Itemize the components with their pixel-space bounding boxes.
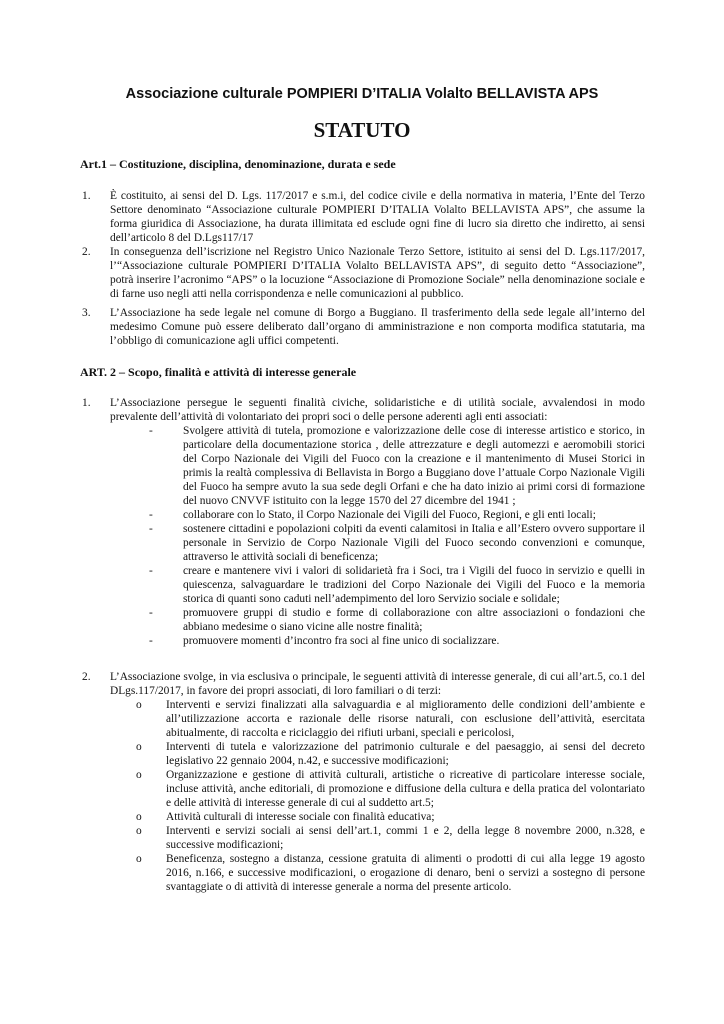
- dash-bullet: -: [149, 635, 153, 647]
- list-item-text: Attività culturali di interesse sociale con finalità educativa;: [166, 811, 435, 823]
- dash-list-item: [149, 606, 645, 634]
- item-number: 2.: [82, 671, 91, 683]
- list-item-text: Svolgere attività di tutela, promozione e valorizzazione delle cose di interesse artistico e storico, in particolare della documentazione storica , delle attrezzature e degli automezzi e aeromobili storici del Corpo Nazionale dei Vigili del Fuoco con la creazione e il mantenimento di Musei Storici in primis la realtà complessiva di Bellavista in Borgo a Buggiano dove l’attuale Corpo Nazionale Vigili del Fuoco ha sempre avuto la sua sede degli Orfani e che ha dato inizio ai primi corsi di formazione del nuovo CNVVF istituito con la legge 1570 del 27 dicembre del 1941 ;: [183, 425, 645, 507]
- dash-list-item: [149, 424, 645, 508]
- item-number: 1.: [82, 397, 91, 409]
- circle-bullet: o: [136, 853, 142, 865]
- item-number: 1.: [82, 190, 91, 202]
- dash-list-item: [149, 634, 645, 648]
- circle-bullet: o: [136, 811, 142, 823]
- article-2-item: [82, 670, 645, 698]
- statute-title: STATUTO: [313, 118, 411, 142]
- circle-list-item: [136, 698, 645, 740]
- item-number: 3.: [82, 307, 91, 319]
- dash-bullet: -: [149, 607, 153, 619]
- list-item-text: Interventi e servizi sociali ai sensi dell’art.1, commi 1 e 2, della legge 8 novembre 2000, n.328, e successive modificazioni;: [166, 825, 645, 851]
- dash-bullet: -: [149, 523, 153, 535]
- article-1-heading: Art.1 – Costituzione, disciplina, denominazione, durata e sede: [80, 157, 396, 171]
- dash-bullet: -: [149, 509, 153, 521]
- list-item-text: Interventi di tutela e valorizzazione del patrimonio culturale e del paesaggio, ai sensi del decreto legislativo 22 gennaio 2004, n.42, e successive modificazioni;: [166, 741, 645, 767]
- article-1-item: [82, 306, 645, 348]
- item-text: L’Associazione svolge, in via esclusiva o principale, le seguenti attività di interesse generale, di cui all’art.5, co.1 del DLgs.117/2017, in favore dei propri associati, di loro familiari o di terzi:: [110, 671, 645, 697]
- list-item-text: sostenere cittadini e popolazioni colpiti da eventi calamitosi in Italia e all’Estero ovvero supportare il personale in Servizio de Corpo Nazionale Vigili del Fuoco secondo convenzioni e comunque, attraverso le attività sociali di beneficenza;: [183, 523, 645, 563]
- item-number: 2.: [82, 246, 91, 258]
- circle-list-item: [136, 810, 645, 824]
- dash-bullet: -: [149, 425, 153, 437]
- list-item-text: collaborare con lo Stato, il Corpo Nazionale dei Vigili del Fuoco, Regioni, e gli enti locali;: [183, 509, 596, 521]
- circle-list-item: [136, 824, 645, 852]
- article-2-heading: ART. 2 – Scopo, finalità e attività di interesse generale: [80, 365, 357, 379]
- list-item-text: creare e mantenere vivi i valori di solidarietà fra i Soci, tra i Vigili del fuoco in servizio e quelli in quiescenza, salvaguardare le tradizioni del Corpo Nazionale dei Vigili del Fuoco e la memoria storica di quanti sono caduti nell’adempimento del loro Servizio sociale e solidale;: [183, 565, 645, 605]
- list-item-text: Interventi e servizi finalizzati alla salvaguardia e al miglioramento delle condizioni dell’ambiente e all’utilizzazione accorta e razionale delle risorse naturali, con esclusione dell’attività, esercitata abitualmente, di raccolta e riciclaggio dei rifiuti urbani, speciali e pericolosi,: [166, 699, 645, 739]
- article-1-item: [82, 189, 645, 245]
- list-item-text: Organizzazione e gestione di attività culturali, artistiche o ricreative di particolare interesse sociale, incluse attività, anche editoriali, di promozione e diffusione della cultura e della pratica del volontariato e delle attività di interesse generale di cui al suddetto art.5;: [166, 769, 645, 809]
- list-item-text: promuovere gruppi di studio e forme di collaborazione con altre associazioni o fondazioni che abbiano medesime o siano vicine alle nostre finalità;: [183, 607, 645, 633]
- circle-list-item: [136, 852, 645, 894]
- item-text: In conseguenza dell’iscrizione nel Registro Unico Nazionale Terzo Settore, istituito ai sensi del D. Lgs.117/2017, l’“Associazione culturale POMPIERI D’ITALIA Volalto BELLAVISTA APS”, di seguito detto “Associazione”, potrà inserire l’acronimo “APS” o la locuzione “Associazione di Promozione Sociale” nella denominazione sociale e di farne uso negli atti nella corrispondenza e nelle comunicazioni al pubblico.: [110, 246, 645, 300]
- dash-list-item: [149, 522, 645, 564]
- circle-list-item: [136, 740, 645, 768]
- item-text: È costituito, ai sensi del D. Lgs. 117/2017 e s.m.i, del codice civile e della normativa in materia, l’Ente del Terzo Settore denominato “Associazione culturale POMPIERI D’ITALIA Volalto BELLAVISTA APS”, che assume la forma giuridica di Associazione, ha durata illimitata ed esclude ogni fine di lucro sia diretto che indiretto, ai sensi dell’articolo 8 del D.Lgs117/17: [110, 190, 645, 244]
- list-item-text: promuovere momenti d’incontro fra soci al fine unico di socializzare.: [183, 635, 500, 647]
- circle-bullet: o: [136, 741, 142, 753]
- circle-bullet: o: [136, 699, 142, 711]
- dash-bullet: -: [149, 565, 153, 577]
- item-text: L’Associazione persegue le seguenti finalità civiche, solidaristiche e di utilità sociale, avvalendosi in modo prevalente dell’attività di volontariato dei propri soci o delle persone aderenti agli enti associati:: [110, 397, 645, 423]
- association-title: Associazione culturale POMPIERI D’ITALIA Volalto BELLAVISTA APS: [125, 86, 599, 102]
- article-1-item: [82, 245, 645, 301]
- dash-list-item: [149, 564, 645, 606]
- item-text: L’Associazione ha sede legale nel comune di Borgo a Buggiano. Il trasferimento della sede legale all’interno del medesimo Comune può essere deliberato dall’organo di amministrazione e non comporta modifica statutaria, ma l’obbligo di comunicazione agli uffici competenti.: [110, 307, 645, 347]
- circle-bullet: o: [136, 825, 142, 837]
- article-2-item: [82, 396, 645, 424]
- list-item-text: Beneficenza, sostegno a distanza, cessione gratuita di alimenti o prodotti di cui alla legge 19 agosto 2016, n.166, e successive modificazioni, o erogazione di denaro, beni o servizi a sostegno di persone svantaggiate o di attività di interesse generale a norma del presente articolo.: [166, 853, 645, 893]
- circle-list-item: [136, 768, 645, 810]
- dash-list-item: [149, 508, 645, 522]
- circle-bullet: o: [136, 769, 142, 781]
